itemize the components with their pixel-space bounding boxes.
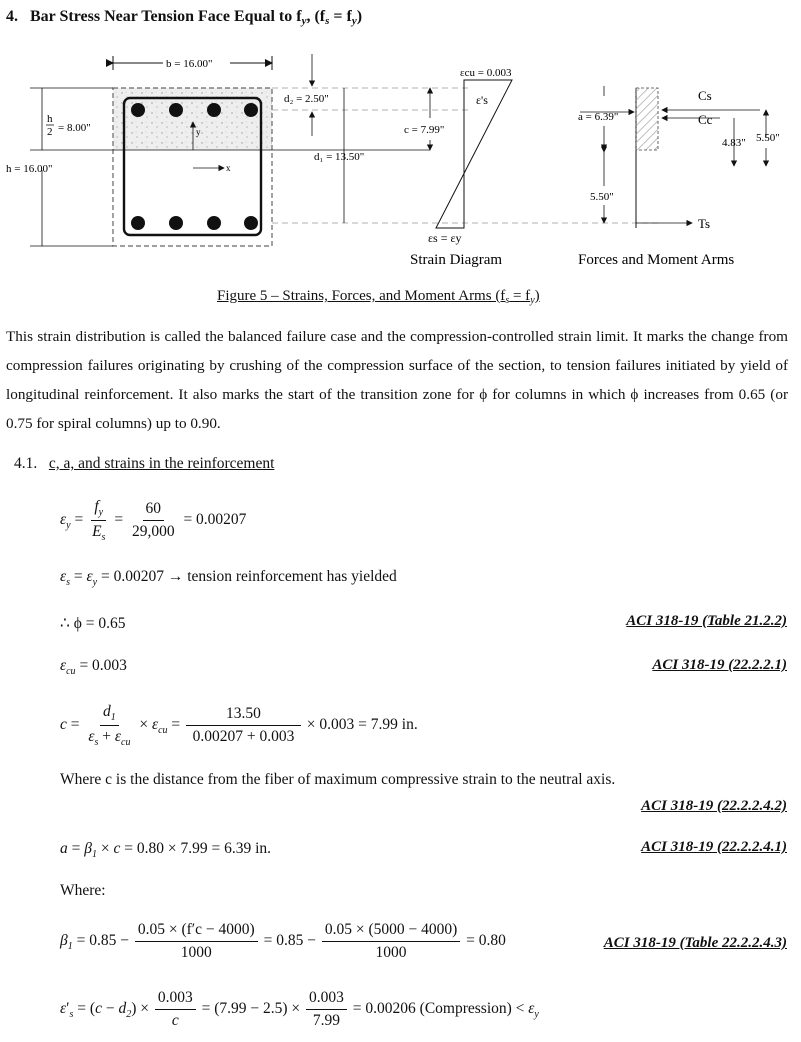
section-title-sub-y: y bbox=[351, 15, 357, 27]
ref-1[interactable]: ACI 318-19 (Table 21.2.2) bbox=[626, 613, 787, 629]
eq-epsilon-s-prime: $\varepsilon'_s = (c - d_2)$ × $\frac{0.003}{c}$ = (7.99 − 2.5) × $\frac{0.003}{7.99}$ = 0.00206 (Compression) < $\varepsilon_y$ bbox=[60, 989, 539, 1029]
ey-den: 29,000 bbox=[131, 523, 175, 540]
section-title-sub-s: s bbox=[325, 15, 330, 27]
esp-mid: = (7.99 − 2.5) × bbox=[201, 1000, 301, 1018]
section-title-sub: y bbox=[301, 15, 307, 27]
axis-y-label: y bbox=[196, 127, 201, 137]
caption-text: Figure 5 – Strains, Forces, and Moment Arms (f bbox=[217, 288, 506, 304]
esp-den1: c bbox=[171, 1012, 179, 1029]
where-label: Where: bbox=[60, 882, 106, 899]
ref-4[interactable]: ACI 318-19 (22.2.2.4.1) bbox=[641, 839, 787, 855]
c-den: 0.00207 + 0.003 bbox=[192, 728, 295, 745]
ref-2[interactable]: ACI 318-19 (22.2.2.1) bbox=[652, 657, 787, 673]
cc-label: Cc bbox=[698, 112, 713, 127]
section-title-paren: (f bbox=[314, 8, 326, 25]
es-eq-label: εs = εy bbox=[428, 231, 462, 245]
section-title-close: ) bbox=[356, 8, 363, 25]
es-prime-label: ε's bbox=[476, 93, 488, 107]
strain-profile bbox=[436, 80, 512, 228]
eq-epsilon-s: $\varepsilon_s = \varepsilon_y = 0.00207$ → tension reinforcement has yielded bbox=[60, 568, 397, 588]
ref-3[interactable]: ACI 318-19 (22.2.2.4.2) bbox=[641, 798, 787, 814]
ref-5[interactable]: ACI 318-19 (Table 22.2.2.4.3) bbox=[603, 935, 787, 951]
stress-block bbox=[636, 88, 658, 150]
c-label: c = 7.99" bbox=[404, 124, 445, 136]
subsection-heading bbox=[14, 455, 274, 473]
b1-num2: 0.05 × (5000 − 4000) bbox=[322, 920, 460, 942]
dist1-label: 4.83" bbox=[722, 137, 746, 149]
b1-den1: 1000 bbox=[180, 944, 212, 961]
cs-label: Cs bbox=[698, 88, 712, 103]
ey-num: 60 bbox=[143, 499, 165, 521]
ey-result: = 0.00207 bbox=[183, 511, 247, 529]
eq-ecu: $\varepsilon_{cu} = 0.003$ bbox=[60, 657, 127, 677]
section-title: 4. Bar Stress Near Tension Face Equal to fy, (fs = fy) bbox=[6, 8, 363, 27]
eq-epsilon-y: $\varepsilon_y$ = $\frac{f_y}{E_s}$ = $\frac{60}{29,000}$ = 0.00207 bbox=[60, 498, 247, 543]
d1-label: d₁ = 13.50" bbox=[314, 151, 365, 163]
section-title-eq: = f bbox=[329, 8, 352, 25]
ts-label: Ts bbox=[698, 216, 711, 231]
b1-num1: 0.05 × (f′c − 4000) bbox=[135, 920, 258, 942]
caption-end: ) bbox=[534, 288, 540, 304]
b1-result: = 0.80 bbox=[466, 932, 506, 950]
b1-den2: 1000 bbox=[375, 944, 407, 961]
a-label: a = 6.39" bbox=[578, 111, 619, 123]
b1-mid: = 0.85 − bbox=[263, 932, 316, 950]
section-title-text: Bar Stress Near Tension Face Equal to f bbox=[30, 8, 302, 25]
dist3-label: 5.50" bbox=[590, 191, 614, 203]
d2-label: d₂ = 2.50" bbox=[284, 93, 329, 105]
strain-diagram-title: Strain Diagram bbox=[410, 252, 503, 268]
figure-caption bbox=[217, 288, 540, 305]
where-c-text: Where c is the distance from the fiber of maximum compressive strain to the neutral axis. bbox=[60, 771, 616, 788]
dist2-label: 5.50" bbox=[756, 132, 780, 144]
c-num: 13.50 bbox=[186, 704, 301, 726]
caption-sub-y: y bbox=[530, 295, 535, 306]
subsection-title: c, a, and strains in the reinforcement bbox=[48, 455, 275, 472]
es-text: = 0.00207 → tension reinforcement has yielded bbox=[100, 568, 397, 585]
esp-result: = 0.00206 (Compression) < bbox=[352, 1000, 525, 1018]
caption-mid: = f bbox=[509, 288, 531, 304]
section-number: 4. bbox=[6, 8, 18, 25]
a-eq: = 0.80 × 7.99 = 6.39 in. bbox=[124, 840, 272, 857]
forces-title: Forces and Moment Arms bbox=[578, 252, 735, 268]
body-paragraph: This strain distribution is called the balanced failure case and the compression-controlled strain limit. It marks the change from compression failures originating by crushing of the compression surface of the section, to tension failures initiated by yield of longitudinal reinforcement. It also marks the start of the transition zone for ϕ for columns in which ϕ increases from 0.65 (or 0.75 for spiral columns) up to 0.90. bbox=[6, 328, 788, 432]
subsection-number: 4.1. bbox=[14, 455, 38, 472]
eq-phi: ∴ ϕ = 0.65 bbox=[60, 615, 126, 632]
h2-num: h bbox=[47, 113, 53, 125]
axis-x-label: x bbox=[226, 163, 231, 173]
strain-force-figure bbox=[0, 40, 801, 280]
esp-num1: 0.003 bbox=[155, 988, 196, 1010]
bottom-rebars bbox=[131, 216, 258, 230]
esp-den2: 7.99 bbox=[312, 1012, 341, 1029]
caption-sub-s: s bbox=[505, 295, 510, 306]
eq-c: c = $\frac{d_1}{\varepsilon_s + \varepsilon_{cu}}$ × $\varepsilon_{cu}$ = $\frac{13.50}{0.00207 + 0.003}$ × 0.003 = 7.99 in. bbox=[60, 703, 418, 748]
ecu-value: = 0.003 bbox=[79, 657, 127, 674]
h-label: h = 16.00" bbox=[6, 163, 53, 175]
eq-a: $a = \beta_1 \times c = 0.80 \times 7.99 = 6.39$ in. bbox=[60, 840, 272, 860]
ecu-label: εcu = 0.003 bbox=[460, 67, 512, 79]
eq-beta1: $\beta_1 = 0.85$ − $\frac{0.05 \times (f'c - 4000)}{1000}$ = 0.85 − $\frac{0.05 \times (5000 - 4000)}{1000}$ = 0.80 bbox=[60, 921, 506, 961]
b-label: b = 16.00" bbox=[166, 58, 213, 70]
c-result: × 0.003 = 7.99 in. bbox=[306, 716, 418, 734]
esp-num2: 0.003 bbox=[306, 988, 347, 1010]
h2-den: 2 bbox=[47, 126, 53, 138]
h2-value: = 8.00" bbox=[58, 122, 91, 134]
